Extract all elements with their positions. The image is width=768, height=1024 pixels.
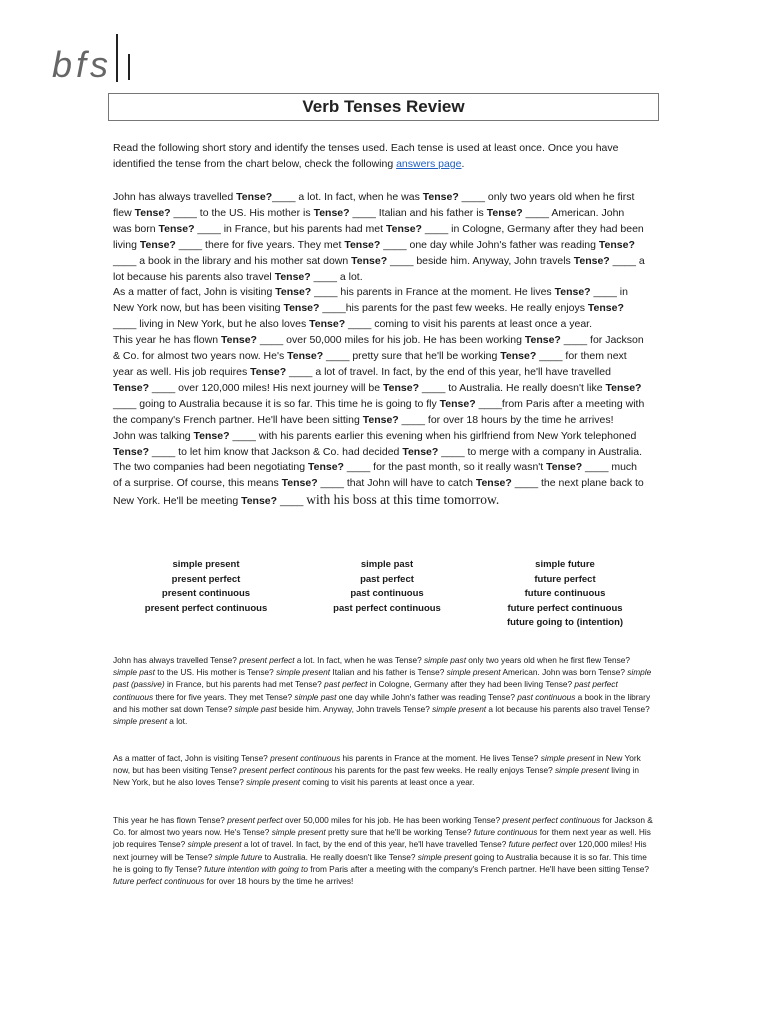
text-run: ____ much of a surprise. Of course, this means [113, 461, 638, 490]
text-run: John has always travelled [113, 191, 237, 203]
text-run: for over 18 hours by the time he arrives! [204, 876, 354, 887]
tense-prompt: Tense? [283, 302, 320, 315]
text-run: living in New York, but he also loves Tense? [113, 765, 639, 788]
text-run: ____ for the past month, so it really wasn't [343, 461, 547, 474]
text-run: As a matter of fact, John is visiting Tense? [113, 753, 271, 763]
tense-prompt: Tense? [113, 445, 149, 458]
tense-prompt: Tense? [362, 413, 399, 426]
answers-page-link[interactable]: answers page [396, 157, 462, 170]
text-run: ____ [277, 495, 307, 508]
logo-text: bfs [52, 44, 113, 85]
text-run: ____ over 120,000 miles! His next journey will be [148, 381, 384, 394]
tense-prompt: Tense? [309, 318, 346, 331]
tense-answer: simple present [271, 827, 326, 838]
tense-prompt: Tense? [475, 477, 512, 490]
text-run: there for five years. They met Tense? [153, 691, 295, 702]
text-run: ____ to let him know that Jackson & Co. had decided [148, 445, 403, 458]
text-run: his parents for the past few weeks. He really enjoys Tense? [332, 765, 555, 776]
logo-divider [116, 34, 118, 82]
text-run: ____ for them next year as well. His job requires [113, 350, 627, 378]
text-run: for Jackson & Co. for almost two years now. He's Tense? [113, 815, 653, 838]
tense-prompt: Tense? [587, 302, 624, 315]
tense-item: past perfect [360, 573, 414, 585]
text-run: ____ American. John was born [113, 206, 625, 235]
tense-prompt: Tense? [351, 254, 388, 267]
tense-prompt: Tense? [573, 254, 610, 267]
text-run: one day while John's father was reading Tense? [336, 691, 518, 702]
text-run: ____ a lot. [310, 270, 363, 283]
text-run-serif: with his boss at this time tomorrow. [306, 492, 500, 508]
tense-item: past perfect continuous [333, 602, 441, 614]
text-run: ____ in France, but his parents had met [194, 222, 386, 235]
tense-answer: simple present [113, 716, 167, 727]
text-run: over 120,000 miles! His next journey will be Tense? [113, 839, 647, 862]
text-run: to Australia. He really doesn't like Tense? [262, 851, 418, 862]
intro-paragraph [113, 141, 645, 173]
intro-text-end: . [461, 157, 465, 170]
tense-item: present continuous [161, 588, 251, 599]
tense-prompt: Tense? [193, 429, 230, 442]
tense-item: simple present [172, 559, 240, 570]
tense-item: simple future [535, 559, 595, 570]
text-run: John has always travelled Tense? [113, 655, 240, 665]
tense-answer: present perfect [227, 815, 283, 825]
tense-prompt: Tense? [546, 461, 583, 474]
tense-answer: simple present [555, 765, 609, 776]
text-run: ____ over 50,000 miles for his job. He has been working [256, 334, 525, 347]
text-run: This year he has flown [113, 334, 221, 347]
text-run: ____ the next plane back to New York. He'll be meeting [113, 477, 644, 508]
tense-answer: future intention with going to [204, 863, 308, 874]
text-run: ____ coming to visit his parents at least once a year. [345, 318, 592, 331]
tense-answer: simple past [294, 691, 337, 702]
tense-item: present perfect continuous [144, 602, 268, 614]
text-run: a lot of travel. In fact, by the end of this year, he'll have travelled Tense? [241, 839, 509, 850]
tense-answer: simple present [432, 703, 487, 714]
tense-prompt: Tense? [275, 286, 312, 299]
answer-paragraph-1 [113, 654, 653, 727]
tense-prompt: Tense? [139, 238, 176, 251]
tense-prompt: Tense? [307, 461, 344, 474]
tense-item: future going to (intention) [506, 617, 624, 628]
tense-prompt: Tense? [250, 365, 287, 378]
tense-item: future perfect [534, 573, 596, 585]
tense-item: past continuous [350, 588, 424, 599]
tense-prompt: Tense? [220, 334, 257, 347]
tense-prompt: Tense? [113, 381, 149, 394]
tense-column-present [113, 558, 299, 616]
text-run: ____ pretty sure that he'll be working [323, 350, 501, 363]
tense-prompt: Tense? [486, 206, 523, 219]
text-run: ____ a lot because his parents also travel [113, 254, 645, 283]
text-run: ____ for over 18 hours by the time he arrives! [398, 413, 614, 426]
tense-prompt: Tense? [241, 495, 278, 508]
tense-answer: simple past [424, 655, 466, 665]
tense-item: present perfect [171, 573, 241, 585]
tense-item: future perfect continuous [507, 602, 623, 614]
logo-cursor-mark [128, 54, 130, 80]
tense-answer: future perfect [508, 839, 558, 850]
tense-prompt: Tense? [236, 191, 273, 203]
tense-answer: simple present [187, 839, 242, 850]
tense-item: future continuous [524, 588, 606, 599]
text-run: ____ there for five years. They met [175, 238, 345, 251]
text-run: ____ going to Australia because it is so far. This time he is going to fly [113, 397, 440, 410]
text-run: for them next year as well. His job requires Tense? [113, 827, 651, 850]
text-run: ____ beside him. Anyway, John travels [387, 254, 574, 267]
text-run: ____ his parents in France at the moment. He lives [311, 286, 555, 299]
text-run: John was talking [113, 429, 194, 442]
text-run: ____ to the US. His mother is [170, 206, 314, 219]
text-run: ____ one day while John's father was reading [380, 238, 599, 251]
text-run: ____ with his parents earlier this evening when his girlfriend from New York telephoned [229, 429, 637, 442]
text-run: Italian and his father is Tense? [330, 667, 447, 678]
text-run: a lot. [166, 716, 188, 727]
tense-prompt: Tense? [524, 334, 561, 347]
text-run: ____ a lot of travel. In fact, by the end of this year, he'll have travelled [286, 365, 611, 378]
tense-prompt: Tense? [134, 206, 171, 219]
story-paragraph-4 [113, 429, 645, 511]
text-run: to the US. His mother is Tense? [154, 667, 277, 678]
text-run: ____ a lot. In fact, when he was [272, 191, 423, 203]
tense-prompt: Tense? [422, 191, 459, 203]
text-run: ____ living in New York, but he also loves [113, 318, 310, 331]
text-run: in France, but his parents had met Tense? [164, 679, 325, 690]
tense-answer: simple past [234, 703, 277, 714]
tense-answer: simple past [113, 667, 155, 678]
tense-answer: simple present [417, 851, 472, 862]
tense-prompt: Tense? [598, 238, 635, 251]
text-run: pretty sure that he'll be working Tense? [325, 827, 474, 838]
text-run: from Paris after a meeting with the company's French partner. He'll have been sitting Tense? [307, 863, 650, 874]
text-run: only two years old when he first flew Tense? [466, 655, 631, 665]
story-section [113, 190, 645, 510]
tense-prompt: Tense? [274, 270, 311, 283]
text-run: ____ a book in the library and his mother sat down [113, 254, 352, 267]
tense-prompt: Tense? [385, 222, 422, 235]
story-paragraph-1 [113, 190, 645, 285]
tense-column-past [317, 558, 457, 616]
tense-prompt: Tense? [439, 397, 476, 410]
text-run: his parents in France at the moment. He lives Tense? [340, 753, 541, 763]
tense-answer: past perfect [324, 679, 368, 690]
tense-prompt: Tense? [287, 350, 324, 363]
tense-answer: present perfect [239, 655, 295, 665]
text-run: over 50,000 miles for his job. He has been working Tense? [282, 815, 503, 825]
text-run: beside him. Anyway, John travels Tense? [276, 703, 433, 714]
text-run: ____ to merge with a company in Australia. The two companies had been negotiating [113, 445, 642, 474]
tense-answer: past perfect continuous [113, 679, 618, 702]
intro-text: Read the following short story and identify the tenses used. Each tense is used at least once. Once you have identified the tense from the chart below, check the following [113, 142, 619, 170]
tense-column-future [489, 558, 641, 631]
tense-answer: simple future [214, 851, 263, 862]
text-run: coming to visit his parents at least once a year. [300, 777, 475, 788]
tense-item: simple past [360, 559, 414, 570]
tense-answer: simple present [246, 777, 301, 788]
text-run: This year he has flown Tense? [113, 815, 228, 825]
tense-answer: future perfect continuous [113, 876, 205, 887]
tense-answer: simple present [276, 667, 331, 678]
text-run: ____ only two years old when he first flew [113, 191, 635, 219]
text-run: a book in the library and his mother sat down Tense? [113, 691, 651, 714]
story-paragraph-2 [113, 285, 645, 333]
tense-answer: simple past (passive) [113, 667, 652, 690]
tense-answer: simple present [540, 753, 595, 763]
text-run: ____ that John will have to catch [317, 477, 476, 490]
text-run: in New York now, but has been visiting Tense? [113, 753, 641, 776]
answer-paragraph-2 [113, 752, 653, 789]
text-run: in Cologne, Germany after they had been living Tense? [367, 679, 575, 690]
tense-prompt: Tense? [554, 286, 591, 299]
tense-prompt: Tense? [383, 381, 420, 394]
story-paragraph-3 [113, 333, 645, 428]
text-run: ____ in Cologne, Germany after they had been living [113, 222, 644, 251]
tense-prompt: Tense? [402, 445, 439, 458]
text-run: ____his parents for the past few weeks. He really enjoys [319, 302, 588, 315]
tense-answer: present perfect continuous [502, 815, 601, 825]
text-run: ____ to Australia. He really doesn't like [419, 381, 606, 394]
text-run: ____ for Jackson & Co. for almost two years now. He's [113, 334, 644, 363]
text-run: going to Australia because it is so far. This time he is going to fly Tense? [113, 851, 647, 874]
tense-prompt: Tense? [281, 477, 318, 490]
text-run: As a matter of fact, John is visiting [113, 286, 276, 299]
text-run: a lot. In fact, when he was Tense? [294, 655, 425, 665]
text-run: American. John was born Tense? [500, 667, 628, 678]
tense-answer: present perfect continous [239, 765, 333, 776]
text-run: ____ in New York now, but has been visiting [113, 286, 628, 315]
text-run: a lot because his parents also travel Tense? [486, 703, 650, 714]
tense-answer: future continuous [473, 827, 538, 838]
tense-prompt: Tense? [605, 381, 642, 394]
tense-prompt: Tense? [313, 206, 350, 219]
text-run: ____from Paris after a meeting with the company's French partner. He'll have been sitting [113, 397, 645, 426]
tense-answer: present continuous [270, 753, 341, 763]
tense-answer: past continuous [517, 691, 576, 702]
tense-prompt: Tense? [344, 238, 381, 251]
text-run: ____ Italian and his father is [349, 206, 487, 219]
tense-prompt: Tense? [500, 350, 537, 363]
tense-answer: simple present [446, 667, 501, 678]
tense-prompt: Tense? [158, 222, 195, 235]
page-title: Verb Tenses Review [108, 93, 659, 121]
answer-paragraph-3 [113, 814, 653, 887]
